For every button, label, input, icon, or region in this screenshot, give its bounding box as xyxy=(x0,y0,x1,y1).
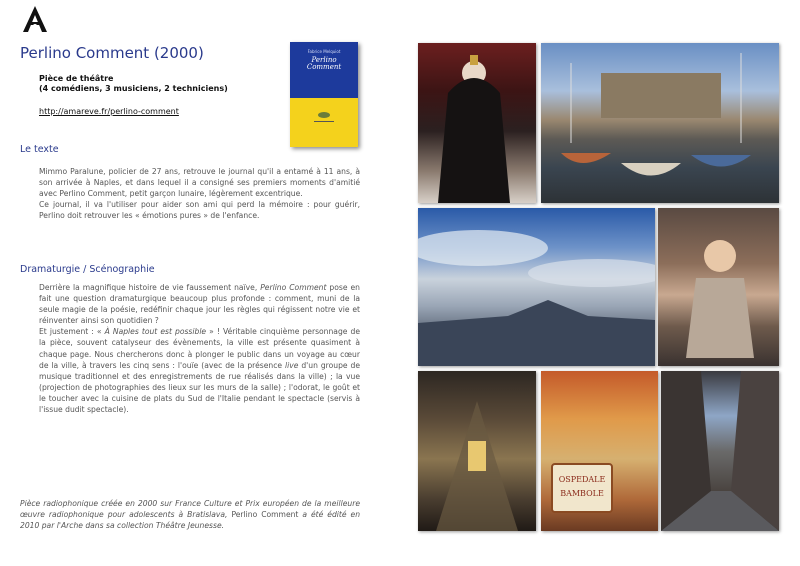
photo-bay-of-naples xyxy=(418,208,655,366)
book-cover xyxy=(290,42,358,147)
subtitle-cast: (4 comédiens, 3 musiciens, 2 techniciens) xyxy=(39,84,228,93)
publisher-logo xyxy=(318,112,330,118)
cover-author: Fabrice Melquiot xyxy=(307,49,341,54)
photo-dolls xyxy=(658,208,779,366)
section-heading-text: Le texte xyxy=(20,144,59,155)
church-nave-icon xyxy=(418,371,536,531)
street-icon xyxy=(661,371,779,531)
note-fragment: a été édité en 2010 par l'Arche dans sa collection Théâtre Jeunesse. xyxy=(20,510,361,531)
note-fragment: Pièce radiophonique créée en 2000 sur France Culture et Prix européen de la meilleure œuvre radiophonique pour adolescents à Bratislava, xyxy=(20,499,360,520)
photo-naples-street xyxy=(661,371,779,531)
shop-sign xyxy=(551,463,613,513)
photo-ospedale-bambole xyxy=(541,371,658,531)
footer-note xyxy=(20,498,360,531)
body-emphasis: live xyxy=(285,360,299,370)
body-fragment: d'un groupe de musique traditionnel et des enregistrements de rue réalisés dans la ville) ; la vue (projection de photographies des lieux sur les murs de la salle) ; l'odorat, le goût et le toucher avec la cuisine de plats du Sud de l'Italie pendant le spectacle (servis à l'issue dudit spectacle). xyxy=(39,360,361,415)
section-body-text: Mimmo Paralune, policier de 27 ans, retrouve le journal qu'il a entamé à 11 ans, à son arrivée à Naples, et dans lequel il a consigné ses premiers moments d'amitié avec Perlino Comment, petit garçon lunaire, légèrement excentrique. Ce journal, il va l'utiliser pour aider son ami qui perd la mémoire : pour guérir, Perlino doit retrouver les « émotions pures » de l'enfance. xyxy=(39,167,360,221)
sign-line: BAMBOLE xyxy=(560,489,604,498)
sign-line: OSPEDALE xyxy=(558,475,606,484)
photo-madonna-statue xyxy=(418,43,536,203)
body-fragment: pose en fait une question dramaturgique beaucoup plus profonde : comment, muni de la seule magie de la poésie, redéfinir chaque jour les règles qui régissent notre vie et réinventer ainsi son quotidien ? xyxy=(39,283,360,326)
doll-icon xyxy=(658,208,779,366)
body-emphasis: Perlino Comment xyxy=(260,283,327,292)
section-heading-dramaturgy: Dramaturgie / Scénographie xyxy=(20,264,155,275)
photo-naples-harbor xyxy=(541,43,779,203)
cover-title-line2: Comment xyxy=(306,63,342,71)
harbor-boats-icon xyxy=(541,43,779,203)
cover-bottom-panel xyxy=(290,98,358,147)
body-fragment: Et justement : « xyxy=(39,327,105,337)
section-body-dramaturgy xyxy=(39,282,360,415)
body-fragment: Derrière la magnifique histoire de vie faussement naïve, xyxy=(39,283,261,292)
statue-silhouette-icon xyxy=(418,43,536,203)
subtitle-genre: Pièce de théâtre xyxy=(39,74,114,83)
website-link[interactable]: http://amareve.fr/perlino-comment xyxy=(39,107,179,116)
cover-title-line1: Perlino xyxy=(311,56,337,64)
bay-vesuvius-icon xyxy=(418,208,655,366)
page-title: Perlino Comment (2000) xyxy=(20,44,204,62)
company-logo xyxy=(20,4,50,34)
cover-divider xyxy=(314,121,334,122)
note-title: Perlino Comment xyxy=(231,510,299,520)
body-fragment: » ! Véritable cinquième personnage de la pièce, souvent catalyseur des évènements, la ville est présente quasiment à chaque page. Nous chercherons donc à plonger le public dans un voyage au cœur de la ville, à travers les cinq sens : l'ouïe (avec de la présence xyxy=(39,327,360,370)
photo-church-interior xyxy=(418,371,536,531)
body-emphasis: À Naples tout est possible xyxy=(104,327,207,337)
